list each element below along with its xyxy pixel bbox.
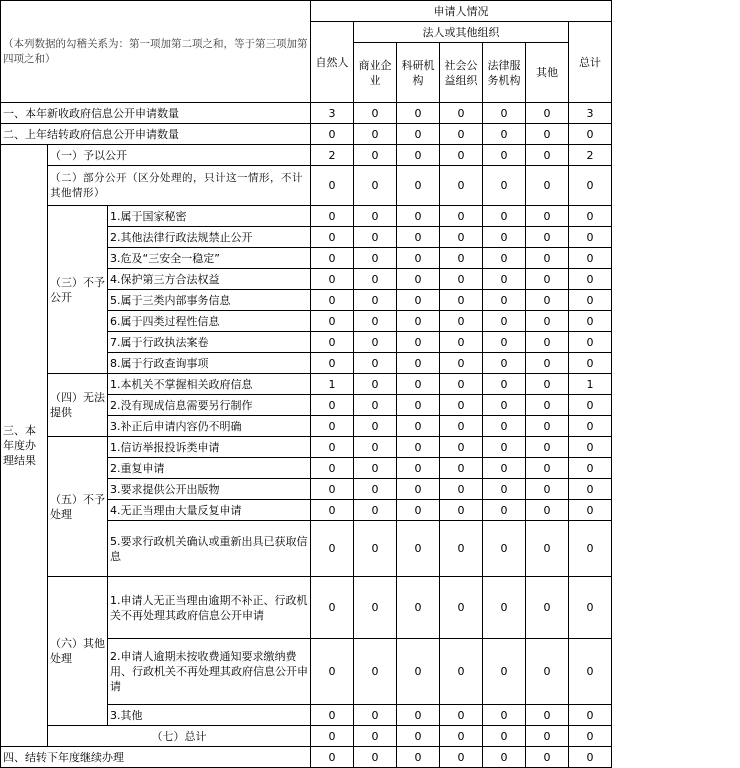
g3-item-value: 0 (397, 311, 440, 332)
g6-item-value: 0 (526, 639, 569, 705)
g6-item-value: 0 (526, 577, 569, 639)
g3-item-label: 8.属于行政查询事项 (108, 353, 311, 374)
carry-forward-value: 0 (354, 747, 397, 768)
g5-item-value: 0 (311, 437, 354, 458)
g3-item-value: 0 (440, 269, 483, 290)
g5-item-value: 0 (354, 500, 397, 521)
g3-item-value: 0 (311, 206, 354, 227)
g1-value: 0 (440, 145, 483, 166)
carry-forward-value: 0 (440, 747, 483, 768)
g5-item-value: 0 (354, 479, 397, 500)
g7-value: 0 (569, 726, 612, 747)
total-header: 总计 (569, 22, 612, 103)
g5-item-value: 0 (569, 500, 612, 521)
carry-forward-value: 0 (569, 747, 612, 768)
new-requests-label: 一、本年新收政府信息公开申请数量 (1, 103, 311, 124)
g3-item-value: 0 (483, 332, 526, 353)
g5-item-label: 1.信访举报投诉类申请 (108, 437, 311, 458)
g5-item-value: 0 (526, 521, 569, 577)
g4-item-value: 0 (397, 416, 440, 437)
g3-item-value: 0 (440, 332, 483, 353)
g3-item-value: 0 (440, 353, 483, 374)
g7-label: （七）总计 (48, 726, 311, 747)
new-requests-value: 0 (397, 103, 440, 124)
g3-item-value: 0 (483, 311, 526, 332)
g1-value: 0 (354, 145, 397, 166)
research-header: 科研机构 (397, 43, 440, 103)
carry-forward-value: 0 (526, 747, 569, 768)
g3-item-value: 0 (354, 269, 397, 290)
g5-item-value: 0 (569, 521, 612, 577)
g6-item-value: 0 (526, 705, 569, 726)
g5-item-value: 0 (440, 479, 483, 500)
g3-item-value: 0 (526, 227, 569, 248)
g3-item-value: 0 (354, 248, 397, 269)
g4-item-value: 0 (569, 416, 612, 437)
g3-item-value: 0 (397, 269, 440, 290)
g5-item-label: 5.要求行政机关确认或重新出具已获取信息 (108, 521, 311, 577)
g3-item-value: 0 (397, 206, 440, 227)
g3-item-value: 0 (483, 353, 526, 374)
g3-item-value: 0 (354, 332, 397, 353)
g6-item-value: 0 (397, 639, 440, 705)
g4-item-value: 0 (354, 374, 397, 395)
g5-item-value: 0 (397, 500, 440, 521)
g3-label: （三）不予公开 (48, 206, 108, 374)
g6-item-value: 0 (354, 705, 397, 726)
g4-item-value: 0 (526, 395, 569, 416)
g6-item-value: 0 (311, 705, 354, 726)
g5-item-value: 0 (569, 437, 612, 458)
g3-item-label: 2.其他法律行政法规禁止公开 (108, 227, 311, 248)
g3-item-value: 0 (483, 206, 526, 227)
g5-item-label: 4.无正当理由大量反复申请 (108, 500, 311, 521)
carried-over-value: 0 (397, 124, 440, 145)
g3-item-label: 4.保护第三方合法权益 (108, 269, 311, 290)
g2-value: 0 (483, 166, 526, 206)
g1-value: 2 (569, 145, 612, 166)
g5-item-value: 0 (483, 458, 526, 479)
g3-item-value: 0 (440, 311, 483, 332)
g5-item-value: 0 (526, 437, 569, 458)
carry-forward-value: 0 (397, 747, 440, 768)
legal-entities-header: 法人或其他组织 (354, 22, 569, 43)
g4-item-label: 2.没有现成信息需要另行制作 (108, 395, 311, 416)
new-requests-value: 0 (354, 103, 397, 124)
g3-item-value: 0 (397, 227, 440, 248)
carry-forward-value: 0 (483, 747, 526, 768)
g3-item-value: 0 (526, 248, 569, 269)
new-requests-value: 0 (483, 103, 526, 124)
g5-item-value: 0 (397, 437, 440, 458)
social-welfare-header: 社会公益组织 (440, 43, 483, 103)
g3-item-value: 0 (569, 353, 612, 374)
g3-item-value: 0 (311, 332, 354, 353)
g3-item-value: 0 (311, 269, 354, 290)
carried-over-value: 0 (569, 124, 612, 145)
g4-label: （四）无法提供 (48, 374, 108, 437)
natural-person-header: 自然人 (311, 22, 354, 103)
g6-item-value: 0 (354, 577, 397, 639)
carried-over-value: 0 (526, 124, 569, 145)
g4-item-value: 1 (311, 374, 354, 395)
g1-value: 0 (397, 145, 440, 166)
g1-value: 0 (526, 145, 569, 166)
g3-item-value: 0 (526, 269, 569, 290)
g4-item-value: 0 (311, 416, 354, 437)
g4-item-value: 0 (397, 395, 440, 416)
g3-item-value: 0 (526, 311, 569, 332)
g6-item-value: 0 (440, 639, 483, 705)
g5-item-label: 3.要求提供公开出版物 (108, 479, 311, 500)
g7-value: 0 (526, 726, 569, 747)
g3-item-value: 0 (569, 227, 612, 248)
g6-item-value: 0 (354, 639, 397, 705)
g5-item-value: 0 (354, 521, 397, 577)
g4-item-value: 0 (440, 416, 483, 437)
g3-item-value: 0 (311, 248, 354, 269)
g4-item-value: 0 (440, 395, 483, 416)
g5-item-value: 0 (440, 458, 483, 479)
g6-item-value: 0 (440, 705, 483, 726)
g3-item-value: 0 (569, 248, 612, 269)
new-requests-value: 0 (526, 103, 569, 124)
g2-value: 0 (526, 166, 569, 206)
g6-item-value: 0 (483, 577, 526, 639)
new-requests-value: 3 (569, 103, 612, 124)
g6-item-value: 0 (397, 705, 440, 726)
g3-item-value: 0 (483, 227, 526, 248)
g4-item-value: 0 (483, 416, 526, 437)
g6-item-value: 0 (483, 705, 526, 726)
g5-item-value: 0 (483, 479, 526, 500)
g5-item-value: 0 (311, 521, 354, 577)
g4-item-value: 0 (483, 395, 526, 416)
g3-item-value: 0 (354, 206, 397, 227)
g4-item-value: 0 (440, 374, 483, 395)
g5-item-value: 0 (483, 521, 526, 577)
g5-item-value: 0 (569, 458, 612, 479)
g6-item-value: 0 (311, 639, 354, 705)
g3-item-label: 6.属于四类过程性信息 (108, 311, 311, 332)
g3-item-value: 0 (526, 290, 569, 311)
g5-item-value: 0 (569, 479, 612, 500)
g2-value: 0 (354, 166, 397, 206)
g3-item-value: 0 (569, 290, 612, 311)
g2-value: 0 (569, 166, 612, 206)
g6-item-value: 0 (311, 577, 354, 639)
g1-label: （一）予以公开 (48, 145, 311, 166)
carry-forward-label: 四、结转下年度继续办理 (1, 747, 311, 768)
g3-item-value: 0 (483, 290, 526, 311)
g5-item-value: 0 (397, 479, 440, 500)
g6-item-value: 0 (569, 639, 612, 705)
g3-item-value: 0 (354, 227, 397, 248)
g4-item-label: 3.补正后申请内容仍不明确 (108, 416, 311, 437)
g5-item-value: 0 (483, 437, 526, 458)
g5-item-value: 0 (397, 458, 440, 479)
g5-item-value: 0 (354, 437, 397, 458)
g3-item-value: 0 (526, 206, 569, 227)
g4-item-value: 0 (483, 374, 526, 395)
g6-item-label: 1.申请人无正当理由逾期不补正、行政机关不再处理其政府信息公开申请 (108, 577, 311, 639)
g3-item-value: 0 (354, 353, 397, 374)
g5-item-value: 0 (440, 521, 483, 577)
carry-forward-value: 0 (311, 747, 354, 768)
g3-item-value: 0 (311, 227, 354, 248)
g6-item-value: 0 (569, 577, 612, 639)
g5-item-value: 0 (311, 458, 354, 479)
g5-item-value: 0 (440, 437, 483, 458)
g7-value: 0 (440, 726, 483, 747)
results-label: 三、本年度办理结果 (1, 145, 48, 747)
g2-value: 0 (397, 166, 440, 206)
g2-label: （二）部分公开（区分处理的，只计这一情形，不计其他情形） (48, 166, 311, 206)
carried-over-value: 0 (354, 124, 397, 145)
g4-item-label: 1.本机关不掌握相关政府信息 (108, 374, 311, 395)
g3-item-value: 0 (440, 227, 483, 248)
g3-item-value: 0 (311, 353, 354, 374)
g4-item-value: 0 (354, 416, 397, 437)
g7-value: 0 (311, 726, 354, 747)
g3-item-value: 0 (440, 248, 483, 269)
g4-item-value: 1 (569, 374, 612, 395)
g5-item-value: 0 (397, 521, 440, 577)
g6-item-value: 0 (569, 705, 612, 726)
g1-value: 2 (311, 145, 354, 166)
carried-over-value: 0 (483, 124, 526, 145)
g3-item-value: 0 (397, 353, 440, 374)
g3-item-value: 0 (397, 248, 440, 269)
new-requests-value: 0 (440, 103, 483, 124)
g4-item-value: 0 (569, 395, 612, 416)
g3-item-value: 0 (569, 269, 612, 290)
g5-item-value: 0 (526, 500, 569, 521)
g4-item-value: 0 (397, 374, 440, 395)
g1-value: 0 (483, 145, 526, 166)
g5-item-value: 0 (483, 500, 526, 521)
g3-item-label: 3.危及“三安全一稳定” (108, 248, 311, 269)
carried-over-label: 二、上年结转政府信息公开申请数量 (1, 124, 311, 145)
g3-item-value: 0 (311, 290, 354, 311)
g3-item-label: 5.属于三类内部事务信息 (108, 290, 311, 311)
g3-item-value: 0 (354, 311, 397, 332)
g3-item-value: 0 (440, 206, 483, 227)
carried-over-value: 0 (440, 124, 483, 145)
g2-value: 0 (440, 166, 483, 206)
new-requests-value: 3 (311, 103, 354, 124)
g3-item-value: 0 (526, 353, 569, 374)
g6-item-value: 0 (440, 577, 483, 639)
commercial-header: 商业企业 (354, 43, 397, 103)
g3-item-value: 0 (569, 311, 612, 332)
g3-item-value: 0 (440, 290, 483, 311)
g3-item-value: 0 (483, 269, 526, 290)
g3-item-value: 0 (397, 332, 440, 353)
g4-item-value: 0 (311, 395, 354, 416)
header-note: （本列数据的勾稽关系为：第一项加第二项之和，等于第三项加第四项之和） (1, 1, 311, 103)
g6-item-value: 0 (397, 577, 440, 639)
legal-services-header: 法律服务机构 (483, 43, 526, 103)
g3-item-value: 0 (483, 248, 526, 269)
g4-item-value: 0 (526, 374, 569, 395)
g3-item-label: 1.属于国家秘密 (108, 206, 311, 227)
g3-item-value: 0 (569, 206, 612, 227)
g5-item-value: 0 (311, 500, 354, 521)
g3-item-label: 7.属于行政执法案卷 (108, 332, 311, 353)
g4-item-value: 0 (526, 416, 569, 437)
g5-item-value: 0 (526, 479, 569, 500)
other-header: 其他 (526, 43, 569, 103)
g6-item-label: 3.其他 (108, 705, 311, 726)
g3-item-value: 0 (397, 290, 440, 311)
g2-value: 0 (311, 166, 354, 206)
g5-item-label: 2.重复申请 (108, 458, 311, 479)
g3-item-value: 0 (311, 311, 354, 332)
g4-item-value: 0 (354, 395, 397, 416)
g7-value: 0 (397, 726, 440, 747)
g3-item-value: 0 (569, 332, 612, 353)
g7-value: 0 (483, 726, 526, 747)
g5-item-value: 0 (354, 458, 397, 479)
g5-item-value: 0 (440, 500, 483, 521)
g6-item-value: 0 (483, 639, 526, 705)
g6-label: （六）其他处理 (48, 577, 108, 726)
g3-item-value: 0 (354, 290, 397, 311)
g5-item-value: 0 (526, 458, 569, 479)
g5-item-value: 0 (311, 479, 354, 500)
g7-value: 0 (354, 726, 397, 747)
g3-item-value: 0 (526, 332, 569, 353)
applicant-status-header: 申请人情况 (311, 1, 612, 22)
carried-over-value: 0 (311, 124, 354, 145)
g6-item-label: 2.申请人逾期未按收费通知要求缴纳费用、行政机关不再处理其政府信息公开申请 (108, 639, 311, 705)
g5-label: （五）不予处理 (48, 437, 108, 577)
